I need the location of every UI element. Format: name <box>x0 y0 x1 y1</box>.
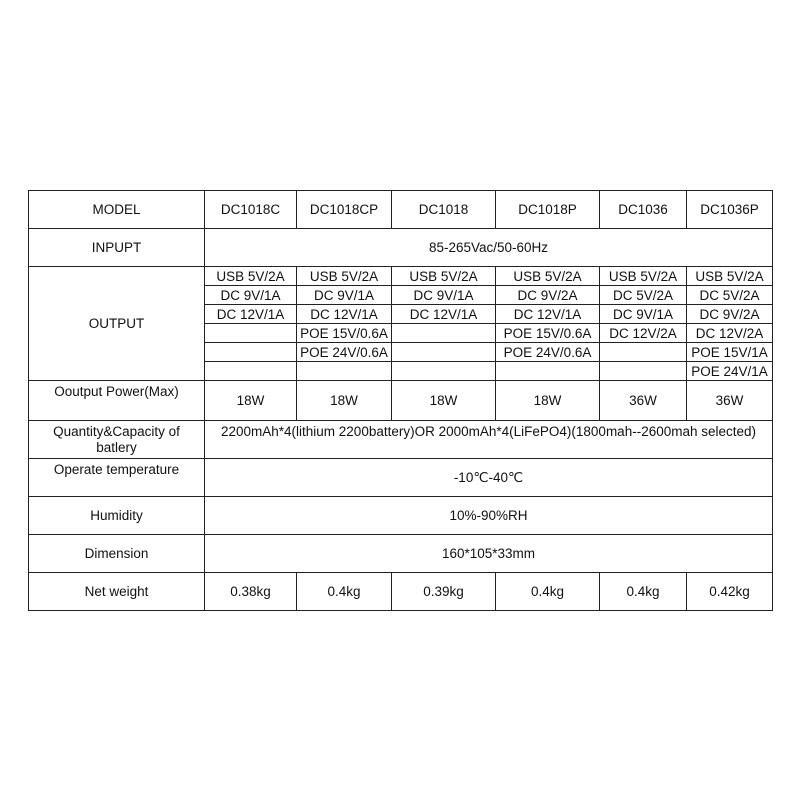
output-cell: DC 9V/2A <box>687 305 773 324</box>
net-weight-cell: 0.4kg <box>496 573 600 611</box>
output-power-row <box>29 381 773 421</box>
net-weight-row <box>29 573 773 611</box>
operate-temp-value: -10℃-40℃ <box>205 459 773 497</box>
output-cell <box>205 362 297 381</box>
net-weight-cell: 0.39kg <box>392 573 496 611</box>
operate-temp-row <box>29 459 773 497</box>
output-power-cell: 36W <box>600 381 687 421</box>
model-cell: DC1018C <box>205 191 297 229</box>
output-cell: USB 5V/2A <box>297 267 392 286</box>
capacity-label: Quantity&Capacity of batlery <box>29 421 205 459</box>
output-cell <box>600 343 687 362</box>
output-row <box>29 267 773 286</box>
output-power-cell: 18W <box>496 381 600 421</box>
output-power-cell: 18W <box>297 381 392 421</box>
output-cell: USB 5V/2A <box>205 267 297 286</box>
model-cell: DC1018CP <box>297 191 392 229</box>
input-value: 85-265Vac/50-60Hz <box>205 229 773 267</box>
output-cell: USB 5V/2A <box>600 267 687 286</box>
output-cell: POE 24V/0.6A <box>496 343 600 362</box>
output-cell <box>496 362 600 381</box>
model-cell: DC1036P <box>687 191 773 229</box>
input-row <box>29 229 773 267</box>
dimension-label: Dimension <box>29 535 205 573</box>
output-cell: POE 24V/0.6A <box>297 343 392 362</box>
output-label: OUTPUT <box>29 267 205 381</box>
net-weight-cell: 0.38kg <box>205 573 297 611</box>
output-cell: POE 15V/0.6A <box>297 324 392 343</box>
output-power-cell: 18W <box>205 381 297 421</box>
output-cell: DC 12V/1A <box>297 305 392 324</box>
output-cell: DC 9V/1A <box>600 305 687 324</box>
net-weight-label: Net weight <box>29 573 205 611</box>
dimension-row <box>29 535 773 573</box>
net-weight-cell: 0.42kg <box>687 573 773 611</box>
output-cell: USB 5V/2A <box>392 267 496 286</box>
output-cell: DC 5V/2A <box>600 286 687 305</box>
output-cell <box>392 362 496 381</box>
output-cell: DC 5V/2A <box>687 286 773 305</box>
output-cell: DC 12V/2A <box>687 324 773 343</box>
output-cell: DC 9V/2A <box>496 286 600 305</box>
humidity-value: 10%-90%RH <box>205 497 773 535</box>
operate-temp-label: Operate temperature <box>29 459 205 497</box>
output-cell: DC 9V/1A <box>205 286 297 305</box>
output-cell: USB 5V/2A <box>687 267 773 286</box>
output-cell: DC 12V/2A <box>600 324 687 343</box>
output-cell <box>600 362 687 381</box>
output-cell <box>205 343 297 362</box>
humidity-label: Humidity <box>29 497 205 535</box>
output-cell <box>205 324 297 343</box>
output-cell <box>392 324 496 343</box>
output-power-cell: 18W <box>392 381 496 421</box>
output-cell: POE 15V/1A <box>687 343 773 362</box>
output-cell: POE 24V/1A <box>687 362 773 381</box>
input-label: INPUPT <box>29 229 205 267</box>
model-label: MODEL <box>29 191 205 229</box>
model-cell: DC1036 <box>600 191 687 229</box>
output-cell: DC 9V/1A <box>297 286 392 305</box>
output-cell: DC 12V/1A <box>392 305 496 324</box>
humidity-row <box>29 497 773 535</box>
spec-table <box>28 190 773 611</box>
output-cell: DC 9V/1A <box>392 286 496 305</box>
capacity-row <box>29 421 773 459</box>
output-cell: USB 5V/2A <box>496 267 600 286</box>
output-power-cell: 36W <box>687 381 773 421</box>
output-cell <box>392 343 496 362</box>
output-cell: POE 15V/0.6A <box>496 324 600 343</box>
output-power-label: Ooutput Power(Max) <box>29 381 205 421</box>
output-cell <box>297 362 392 381</box>
net-weight-cell: 0.4kg <box>600 573 687 611</box>
output-cell: DC 12V/1A <box>205 305 297 324</box>
net-weight-cell: 0.4kg <box>297 573 392 611</box>
model-cell: DC1018 <box>392 191 496 229</box>
dimension-value: 160*105*33mm <box>205 535 773 573</box>
model-cell: DC1018P <box>496 191 600 229</box>
model-row <box>29 191 773 229</box>
output-cell: DC 12V/1A <box>496 305 600 324</box>
capacity-value: 2200mAh*4(lithium 2200battery)OR 2000mAh*4(LiFePO4)(1800mah--2600mah selected) <box>205 421 773 459</box>
